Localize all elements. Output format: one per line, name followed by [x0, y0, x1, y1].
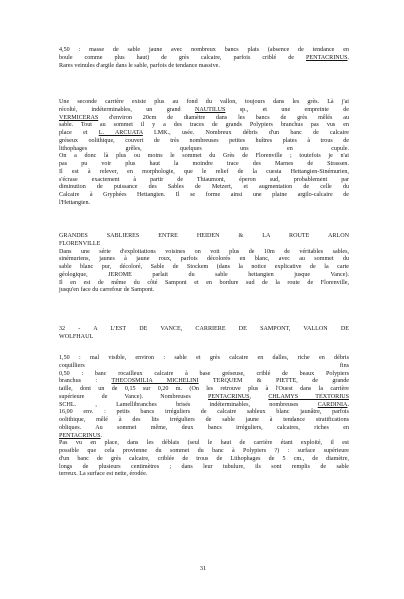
section-heading — [59, 326, 349, 342]
text-run: TERQUEM & PIETTE, de grande — [198, 378, 349, 385]
text-run: SCHL. , Lamellibranches brisés indéterminables, nombreuses — [59, 401, 318, 408]
text-run: lithophages grêles, quelques uns en cupule. — [59, 145, 349, 152]
underlined-term: CARDINIA — [317, 401, 348, 408]
text-run: 1,50 : mal visible, environ : sable et grès calcaire en dalles, riche en débris — [59, 355, 349, 361]
text-line — [59, 448, 349, 456]
paragraph — [59, 99, 349, 208]
text-run: d'un banc de grès calcaire, criblée de trous de Lithophages de 5 cm., de diamètre, — [59, 455, 349, 462]
text-line — [59, 394, 349, 402]
text-line — [59, 256, 349, 264]
text-line — [59, 456, 349, 464]
text-line — [59, 355, 349, 363]
text-run: sable. Tout au sommet il y a des traces de grands Polypiers branchus pas vus en — [59, 122, 349, 129]
text-run: On a donc là plus ou moins le sommet du Grès de Florenville ; toutefois je n'ai — [59, 153, 349, 160]
underlined-term: CHLAMYS TEXTORIUS — [268, 393, 350, 400]
text-run: taille, dont un de 0,15 sur 0,20 m. (On les retrouve plus à l'Ouest dans la carrière — [59, 386, 349, 392]
text-run: place et — [59, 130, 99, 136]
text-line — [59, 409, 349, 417]
underlined-term: PENTACRINUS — [59, 432, 101, 439]
text-line — [59, 138, 349, 146]
underlined-term: NAUTILUS — [194, 106, 226, 113]
text-line — [59, 184, 349, 192]
text-run: récolté, indéterminables, un grand — [59, 106, 195, 113]
text-line — [59, 425, 349, 433]
underlined-term: PENTACRINUS — [305, 54, 348, 61]
text-line — [59, 153, 349, 161]
underlined-term: VERMICERAS — [59, 114, 99, 121]
text-run: sp., et une empreinte de — [225, 106, 349, 113]
text-run: boule comme plus haut) de grès calcaire, parfois criblé de — [59, 54, 306, 61]
text-line — [59, 200, 349, 208]
text-run: sable blanc pur, décoloré, Sable de Stockem (dans la notice explicative de la carte — [59, 264, 349, 270]
text-line — [59, 107, 349, 115]
text-run: GRANDES SABLIERES ENTRE HEIDEN & LA ROUTE ARLON — [59, 233, 349, 239]
underlined-term: L. ARCUATA — [98, 130, 143, 136]
text-run: 4,50 : masse de sable jaune avec nombreux bancs plats (absence de tendance en — [59, 47, 349, 53]
text-run: oolithique, mêlé à des lits irréguliers de sable jaune à tendance stratifications — [59, 417, 349, 423]
text-run: diminution de puissance des Sables de Metzert, et augmentation de celle du — [59, 184, 349, 191]
paragraph — [59, 47, 349, 70]
text-run: LMK., usée. Nombreux débris d'un banc de calcaire — [142, 130, 349, 136]
text-line — [59, 326, 349, 334]
text-run: gréseux oolithique, couvert de très nombreuses petites huîtres plates à trous de — [59, 137, 349, 144]
underlined-term: PENTACRINUS — [208, 393, 250, 400]
page-number: 31 — [199, 565, 207, 572]
text-line — [59, 233, 349, 241]
text-line — [59, 471, 349, 479]
text-line — [59, 440, 349, 448]
text-line — [59, 169, 349, 177]
text-line — [59, 417, 349, 425]
text-run: Rares veinules d'argile dans le sable, parfois de tendance massive. — [59, 62, 220, 69]
text-line — [59, 272, 349, 280]
text-line — [59, 99, 349, 107]
text-run: jusqu'en face du carrefour de Sampont. — [59, 287, 155, 294]
text-run: Il est à relever, en morphologie, que le relief de la cuesta Hettangien-Sinémurien, — [59, 168, 349, 175]
text-line — [59, 192, 349, 200]
text-line — [59, 47, 349, 55]
paragraph — [59, 355, 349, 479]
text-line — [59, 241, 349, 249]
text-run: d'environ 20cm de diamètre dans les bancs de grès mêlés au — [98, 114, 349, 121]
text-line — [59, 287, 349, 295]
text-line — [59, 115, 349, 123]
text-run: supérieure de Vance). Nombreuses — [59, 393, 209, 400]
text-line — [59, 122, 349, 130]
text-line — [59, 371, 349, 379]
text-run: Calcaire à Gryphées Hettangien. Il se forme ainsi une plaine argilo-calcaire de — [59, 192, 349, 198]
text-run: Il en est de même du côté Sampont et en bordure sud de la route de Florenville, — [59, 279, 349, 286]
text-line — [59, 378, 349, 386]
text-run: 16,00 env. : petits bancs irréguliers de calcaire sableux blanc jaunâtre, parfois — [59, 409, 349, 416]
text-run: terreux. La surface est nette, érodée. — [59, 471, 148, 478]
text-run: 0,50 : banc rocailleux calcaire à base gréseuse, criblé de beaux Polypiers — [59, 370, 349, 377]
text-run: , — [249, 393, 269, 400]
text-line — [59, 55, 349, 63]
text-run: s'écrase exactement à partir de Thiaumont, éperon sud, probablement par — [59, 176, 349, 183]
text-run: Pas vu en place, dans les déblais (seul le haut de carrière étant exploité, il est — [59, 440, 349, 447]
underlined-term: THECOSMILIA MICHELINI — [111, 378, 199, 385]
text-run: géologique, JEROME parlait du sable hettangien jusque Vance). — [59, 271, 349, 278]
text-run: obliques. Au sommet même, deux bancs irréguliers, calcaires, riches en — [59, 424, 349, 431]
text-run: coquilliers fins — [59, 362, 349, 369]
text-run: Une seconde carrière existe plus au fond du vallon, toujours dans les grès. Là j'ai — [59, 99, 349, 105]
section-heading-and-paragraph — [59, 233, 349, 295]
text-run: possible que cela provienne du sommet du banc à Polypiers ?) : surface supérieure — [59, 448, 349, 454]
text-run: Dans une série d'exploitations voisines on voit plus de 10m de véritables sables, — [59, 248, 349, 255]
text-line — [59, 161, 349, 169]
text-run: branchus : — [59, 378, 112, 385]
text-line — [59, 334, 349, 342]
text-run: WOLFHAUL — [59, 333, 94, 340]
text-run: l'Hettangien. — [59, 199, 91, 206]
text-line — [59, 177, 349, 185]
text-line — [59, 386, 349, 394]
text-run: sinémuriens, jaunes à jaune roux, parfois décolorés en blanc, avec au sommet du — [59, 256, 349, 263]
text-line — [59, 363, 349, 371]
text-run: FLORENVILLE — [59, 240, 101, 247]
text-run: . — [347, 54, 349, 61]
text-run: 32 - A L'EST DE VANCE, CARRIERE DE SAMPONT, VALLON DE — [59, 326, 349, 332]
text-run: pas pu voir plus haut la moindre trace des Marnes de Strassen. — [59, 161, 349, 167]
text-run: . — [347, 401, 349, 408]
text-line — [59, 264, 349, 272]
text-line — [59, 63, 349, 71]
text-run: . — [100, 432, 103, 439]
text-line — [59, 130, 349, 138]
text-run: longs de plusieurs centimètres ; dans leur tubulure, ils sont remplis de sable — [59, 463, 349, 470]
